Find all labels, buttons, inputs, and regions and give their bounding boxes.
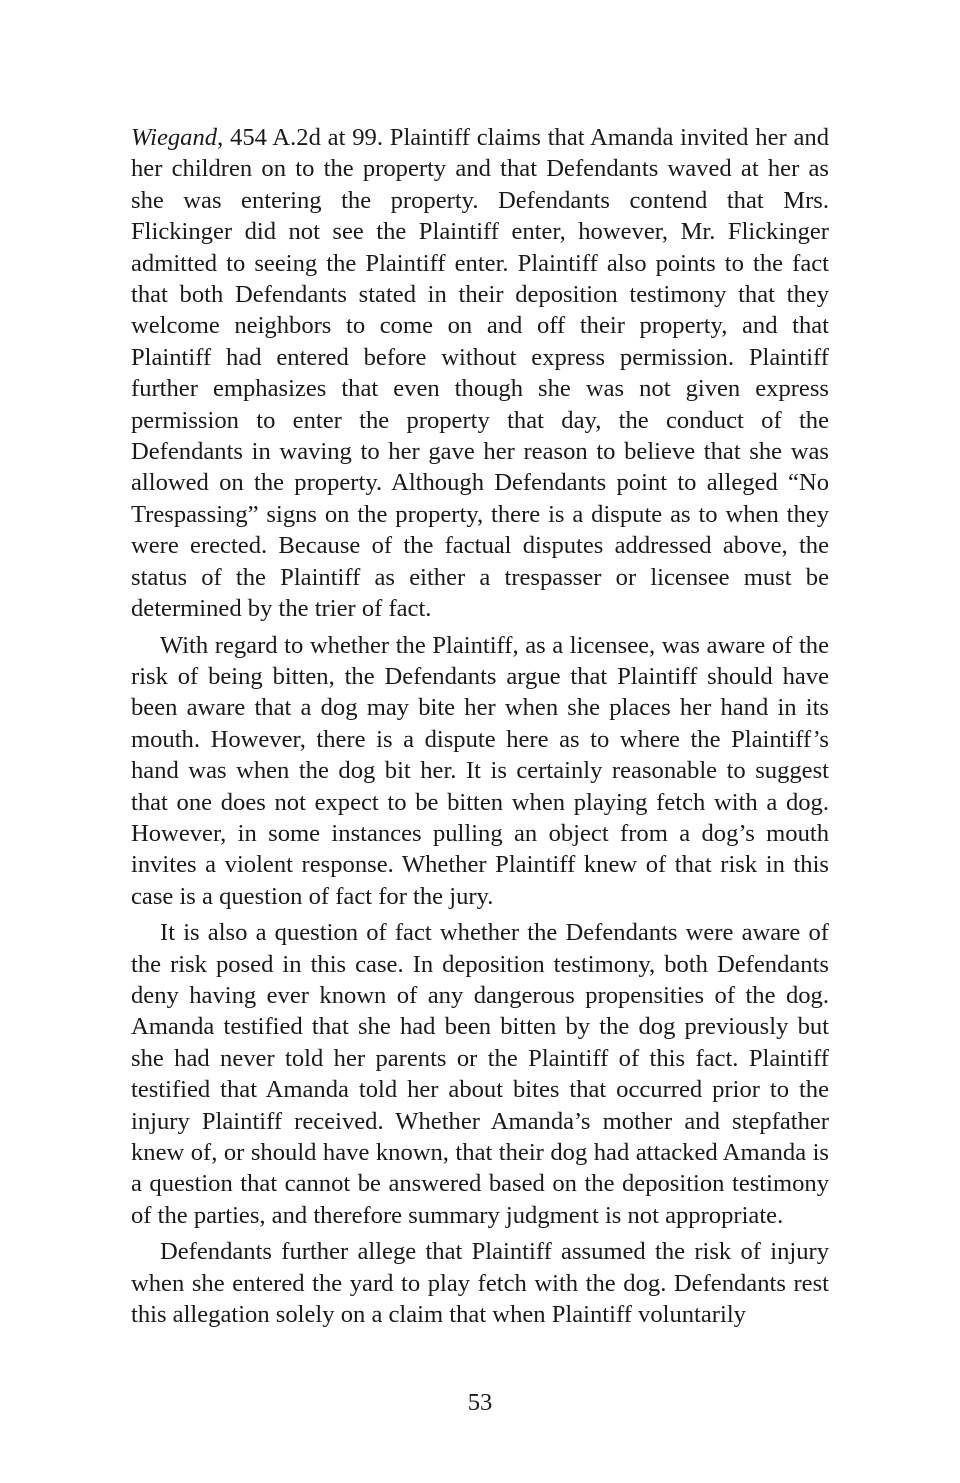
- paragraph-2: With regard to whether the Plaintiff, as a licensee, was aware of the risk of being bitten, the Defendants argue that Plaintiff should have been aware that a dog may bite her when she places her hand in its mouth. However, there is a dispute here as to where the Plaintiff’s hand was when the dog bit her. It is certainly reasonable to suggest that one does not expect to be bitten when playing fetch with a dog. However, in some instances pulling an object from a dog’s mouth invites a violent response. Whether Plaintiff knew of that risk in this case is a question of fact for the jury.: [131, 631, 829, 910]
- paragraph-3: It is also a question of fact whether the Defendants were aware of the risk posed in this case. In deposition testimony, both Defendants deny having ever known of any dangerous propensities of the dog. Amanda testified that she had been bitten by the dog previously but she had never told her parents or the Plaintiff of this fact. Plaintiff testified that Amanda told her about bites that occurred prior to the injury Plaintiff received. Whether Amanda’s mother and stepfather knew of, or should have known, that their dog had attacked Amanda is a question that cannot be answered based on the deposition testimony of the parties, and therefore summary judgment is not appropriate.: [131, 919, 829, 1229]
- case-citation-name: Wiegand: [131, 124, 218, 151]
- page-number: 53: [467, 1389, 493, 1416]
- paragraph-1: [131, 122, 829, 625]
- paragraph-4: Defendants further allege that Plaintiff assumed the risk of injury when she entered the yard to play fetch with the dog. Defendants rest this allegation solely on a claim that when Plaintiff voluntarily: [131, 1238, 829, 1329]
- document-body: [131, 122, 829, 1335]
- paragraph-1-text: , 454 A.2d at 99. Plaintiff claims that Amanda invited her and her children on to the property and that Defendants waved at her as she was entering the property. Defendants contend that Mrs. Flickinger did not see the Plaintiff enter, however, Mr. Flickinger admitted to seeing the Plaintiff enter. Plaintiff also points to the fact that both Defendants stated in their deposition testimony that they welcome neighbors to come on and off their property, and that Plaintiff had entered before without express permission. Plaintiff further emphasizes that even though she was not given express permission to enter the property that day, the conduct of the Defendants in waving to her gave her reason to believe that she was allowed on the property. Although Defendants point to alleged “No Trespassing” signs on the property, there is a dispute as to when they were erected. Because of the factual disputes addressed above, the status of the Plaintiff as either a trespasser or licensee must be determined by the trier of fact.: [131, 124, 829, 623]
